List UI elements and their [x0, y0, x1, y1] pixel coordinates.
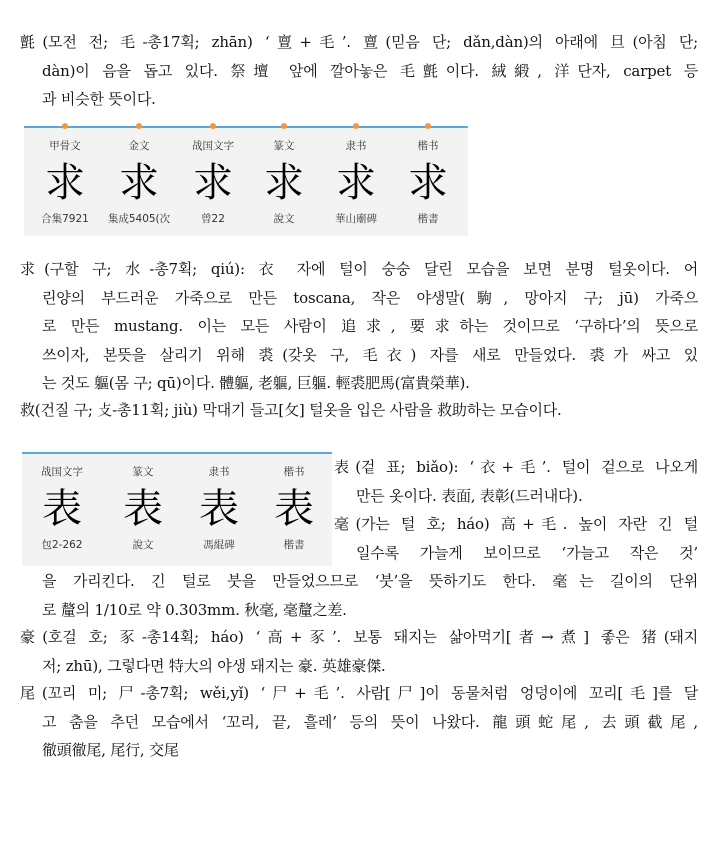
script-glyph: 表: [123, 486, 163, 532]
text-line: 린양의 부드러운 가죽으로 만든 toscana, 작은 야생말(駒, 망아지 구; jū) 가죽으: [42, 288, 698, 307]
script-source-label: 曾22: [201, 213, 225, 225]
text-line: 과 비슷한 뜻이다.: [42, 90, 156, 108]
text-line: 徹頭徹尾, 尾行, 交尾: [42, 741, 179, 759]
script-style-label: 甲骨文: [49, 140, 81, 152]
script-glyph: 求: [193, 160, 233, 206]
script-source-label: 說文: [273, 213, 295, 225]
script-glyph: 求: [119, 160, 159, 206]
script-glyph: 求: [408, 160, 448, 206]
paragraph-wei: [20, 679, 698, 765]
script-style-label: 篆文: [273, 140, 295, 152]
script-column: [180, 128, 246, 226]
text-line: 救(건질 구; 攴-총11획; jiù) 막대기 들고[攵] 털옷을 입은 사람을 救助하는 모습이다.: [20, 401, 562, 419]
timeline-tick: [210, 123, 216, 129]
text-line: 尾(꼬리 미; 尸-총7획; wěi,yǐ) ‘尸+毛’. 사람[尸]이 동물처럼 엉덩이에 꼬리[毛]를 달: [20, 684, 698, 702]
timeline-tick: [425, 123, 431, 129]
text-line: 表(겉 표; biǎo): ‘衣+毛’. 털이 겉으로 나오게: [334, 458, 698, 476]
script-source-label: 馮緄碑: [203, 539, 235, 551]
script-glyph: 求: [336, 160, 376, 206]
text-line: 고 춤을 추던 모습에서 ‘꼬리, 끝, 흘레’ 등의 뜻이 나왔다. 龍頭蛇尾, 去頭截尾,: [42, 712, 698, 731]
text-line: 로 釐의 1/10로 약 0.303mm. 秋毫, 毫釐之差.: [42, 600, 347, 619]
script-glyph: 表: [42, 486, 82, 532]
paragraph-hao-boar: [20, 623, 698, 680]
timeline-tick: [136, 123, 142, 129]
script-style-label: 战国文字: [41, 466, 83, 478]
text-line: 로 만든 mustang. 이는 모든 사람이 追求, 要求하는 것이므로 ‘구하다’의 뜻으로: [42, 317, 698, 335]
script-column: [252, 128, 316, 226]
script-source-label: 楷書: [417, 213, 439, 225]
text-line: 만든 옷이다. 表面, 表彰(드러내다).: [356, 486, 583, 505]
text-line: 氈(모전 전; 毛-총17획; zhān) ‘亶+毛’. 亶(믿음 단; dǎn,dàn)의 아래에 旦(아침 단;: [20, 33, 698, 51]
script-glyph: 求: [45, 160, 85, 206]
script-column: [26, 454, 98, 552]
text-line: 쓰이자, 본뜻을 살리기 위해 裘(갖옷 구, 毛衣) 자를 새로 만들었다. 裘가 싸고 있: [42, 345, 698, 364]
paragraph-hao-hair-continued: [20, 567, 698, 624]
timeline-tick: [62, 123, 68, 129]
text-line: 을 가리킨다. 긴 털로 붓을 만들었으므로 ‘붓’을 뜻하기도 한다. 毫는 길이의 단위: [42, 572, 698, 590]
paragraph-zhan: [20, 28, 698, 114]
script-style-label: 战国文字: [192, 140, 234, 152]
script-column: [260, 454, 328, 552]
text-line: 毫(가는 털 호; háo) 高+毛. 높이 자란 긴 털: [334, 515, 698, 533]
timeline-tick: [353, 123, 359, 129]
script-style-label: 楷书: [417, 140, 439, 152]
script-style-label: 篆文: [132, 466, 154, 478]
text-line: 豪(호걸 호; 豕-총14획; háo) ‘高+豕’. 보통 돼지는 삶아먹기[者→煮] 좋은 猪(돼지: [20, 628, 698, 646]
script-source-label: 包2-262: [41, 539, 83, 551]
script-style-label: 隶书: [208, 466, 230, 478]
script-source-label: 說文: [132, 539, 154, 551]
script-column: [396, 128, 460, 226]
paragraph-hao-hair: [334, 510, 698, 567]
text-line: dàn)이 음을 돕고 있다. 祭壇 앞에 깔아놓은 毛氈이다. 絨緞, 洋단자, carpet 등: [42, 61, 698, 80]
script-column: [34, 128, 96, 226]
script-column: [324, 128, 388, 226]
text-line: 求(구할 구; 水-총7획; qiú): 衣 자에 털이 숭숭 달린 모습을 보면 분명 털옷이다. 어: [20, 260, 698, 278]
script-column: [104, 128, 174, 226]
paragraph-qiu: [20, 255, 698, 398]
paragraph-jiu: [20, 396, 698, 425]
script-evolution-strip-qiu: [24, 126, 468, 236]
timeline-tick: [281, 123, 287, 129]
text-line: 일수록 가늘게 보이므로 ‘가늘고 작은 것’: [356, 543, 698, 562]
script-glyph: 表: [274, 486, 314, 532]
text-line: 저; zhū), 그렇다면 特大의 야생 돼지는 豪. 英雄豪傑.: [42, 656, 386, 675]
script-source-label: 合集7921: [41, 213, 89, 225]
script-style-label: 楷书: [283, 466, 305, 478]
script-column: [184, 454, 254, 552]
script-style-label: 金文: [128, 140, 150, 152]
script-evolution-strip-biao: [22, 452, 332, 566]
script-glyph: 求: [264, 160, 304, 206]
script-column: [108, 454, 178, 552]
script-source-label: 楷書: [283, 539, 305, 551]
script-source-label: 華山廟碑: [335, 213, 377, 225]
script-source-label: 集成5405(次: [107, 213, 171, 225]
script-glyph: 表: [199, 486, 239, 532]
paragraph-biao: [334, 453, 698, 510]
text-line: 는 것도 軀(몸 구; qū)이다. 體軀, 老軀, 巨軀. 輕裘肥馬(富貴榮華).: [42, 374, 470, 392]
script-style-label: 隶书: [345, 140, 367, 152]
